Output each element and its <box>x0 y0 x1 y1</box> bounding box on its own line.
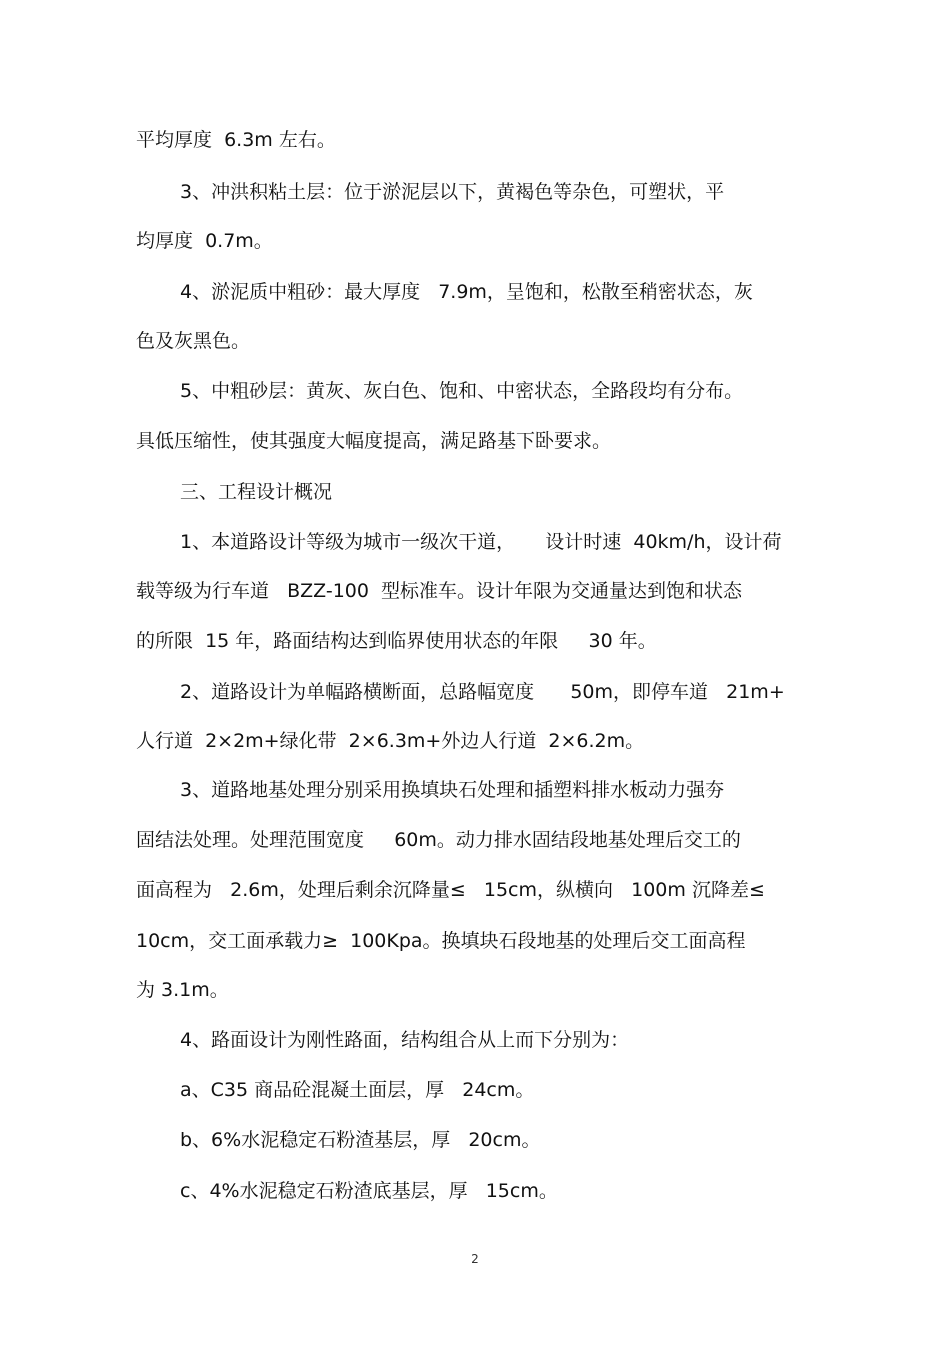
text-line: 载等级为行车道 BZZ-100 型标准车。设计年限为交通量达到饱和状态 <box>136 580 743 602</box>
text-line: 为 3.1m。 <box>136 979 229 1001</box>
text-line: 4、路面设计为刚性路面，结构组合从上而下分别为： <box>180 1029 630 1051</box>
text-line: 均厚度 0.7m。 <box>136 230 273 252</box>
text-line: 面高程为 2.6m，处理后剩余沉降量≤ 15cm，纵横向 100m 沉降差≤ <box>136 879 765 901</box>
text-line: 人行道 2×2m+绿化带 2×6.3m+外边人行道 2×6.2m。 <box>136 730 645 752</box>
page-number: 2 <box>471 1252 479 1266</box>
text-line: 色及灰黑色。 <box>136 330 251 352</box>
text-line: 5、中粗砂层：黄灰、灰白色、饱和、中密状态，全路段均有分布。 <box>180 380 744 402</box>
section-heading: 三、工程设计概况 <box>180 481 333 503</box>
text-line: 平均厚度 6.3m 左右。 <box>136 129 336 151</box>
text-line: 固结法处理。处理范围宽度 60m。动力排水固结段地基处理后交工的 <box>136 829 741 851</box>
list-item: a、C35 商品砼混凝土面层，厚 24cm。 <box>180 1079 535 1101</box>
text-line: 3、道路地基处理分别采用换填块石处理和插塑料排水板动力强夯 <box>180 779 725 801</box>
text-line: 的所限 15 年，路面结构达到临界使用状态的年限 30 年。 <box>136 630 657 652</box>
text-line: 具低压缩性，使其强度大幅度提高，满足路基下卧要求。 <box>136 430 612 452</box>
text-line: 1、本道路设计等级为城市一级次干道， 设计时速 40km/h，设计荷 <box>180 531 782 553</box>
text-line: 4、淤泥质中粗砂：最大厚度 7.9m，呈饱和，松散至稍密状态，灰 <box>180 281 753 303</box>
text-line: 10cm，交工面承载力≥ 100Kpa。换填块石段地基的处理后交工面高程 <box>136 930 746 952</box>
text-line: 2、道路设计为单幅路横断面，总路幅宽度 50m，即停车道 21m+ <box>180 681 785 703</box>
list-item: c、4%水泥稳定石粉渣底基层，厚 15cm。 <box>180 1180 558 1202</box>
text-line: 3、冲洪积粘土层：位于淤泥层以下，黄褐色等杂色，可塑状，平 <box>180 181 725 203</box>
list-item: b、6%水泥稳定石粉渣基层，厚 20cm。 <box>180 1129 541 1151</box>
